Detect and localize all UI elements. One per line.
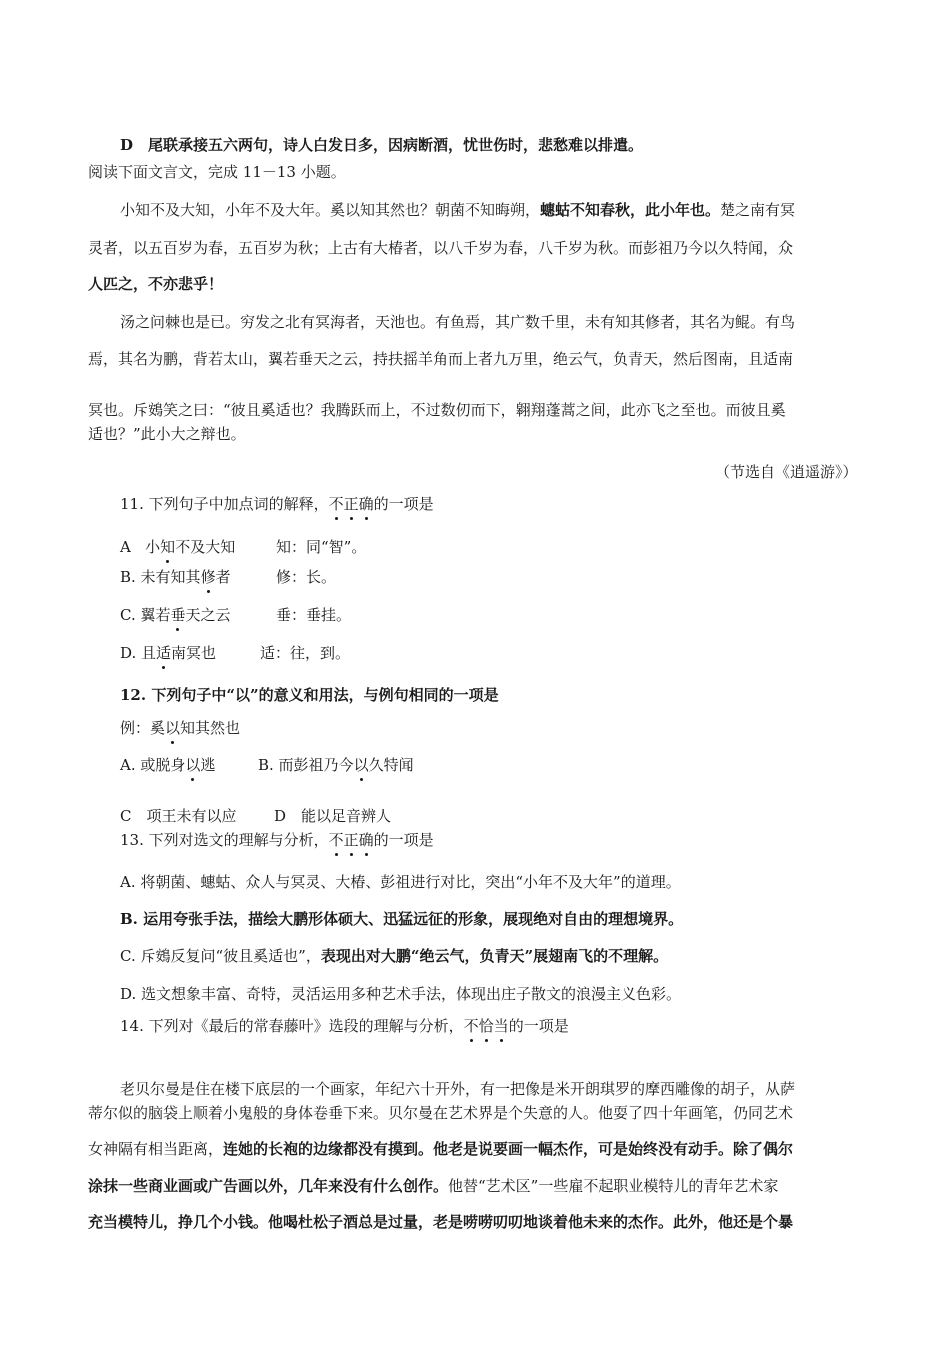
q13-option-b: B. 运用夸张手法，描绘大鹏形体硕大、迅猛远征的形象，展现绝对自由的理想境界。 [120,910,684,928]
q11-option-d: D. 且适南冥也 [120,644,217,662]
q13-option-a: A. 将朝菌、蟪蛄、众人与冥灵、大椿、彭祖进行对比，突出“小年不及大年”的道理。 [120,873,681,891]
q13-option-d: D. 选文想象丰富、奇特，灵活运用多种艺术手法，体现出庄子散文的浪漫主义色彩。 [120,985,682,1003]
passage-line: 灵者，以五百岁为春，五百岁为秋；上古有大椿者，以八千岁为春，八千岁为秋。而彭祖乃今以久特闻，众 [88,239,794,257]
passage-source: （节选自《逍遥游》） [715,463,858,481]
story-line: 涂抹一些商业画或广告画以外，几年来没有什么创作。他替“艺术区”一些雇不起职业模特儿的青年艺术家 [88,1177,779,1195]
passage-line: 汤之问棘也是已。穷发之北有冥海者，天池也。有鱼焉，其广数千里，未有知其修者，其名为鲲。有鸟 [120,313,796,331]
passage-line: 焉，其名为鹏，背若太山，翼若垂天之云，持扶摇羊角而上者九万里，绝云气，负青天，然后图南，且适南 [88,350,794,368]
passage-line: 人匹之，不亦悲乎！ [88,275,224,293]
q12-option-a: A. 或脱身以逃 [120,756,216,774]
reading-instruction: 阅读下面文言文，完成 11－13 小题。 [88,163,346,181]
question-11-stem: 11. 下列句子中加点词的解释，不正确的一项是 [120,495,434,513]
passage-line: 小知不及大知，小年不及大年。奚以知其然也？朝菌不知晦朔，蟪蛄不知春秋，此小年也。楚之南有冥 [120,201,796,219]
q11-option-a: A 小知不及大知 [120,538,236,556]
q12-example: 例：奚以知其然也 [120,719,241,737]
passage-line: 适也？”此小大之辩也。 [88,425,246,443]
question-13-stem: 13. 下列对选文的理解与分析，不正确的一项是 [120,831,434,849]
q11-option-b: B. 未有知其修者 [120,568,231,586]
q11-option-c-explanation: 垂：垂挂。 [276,606,352,624]
passage-line: 冥也。斥鴳笑之曰：“彼且奚适也？我腾跃而上，不过数仞而下，翱翔蓬蒿之间，此亦飞之至也。而彼且奚 [88,401,786,419]
q12-option-d: D 能以足音辨人 [274,807,392,825]
story-line: 蒂尔似的脑袋上顺着小鬼般的身体卷垂下来。贝尔曼在艺术界是个失意的人。他耍了四十年画笔，仍同艺术 [88,1104,794,1122]
q13-option-c: C. 斥鴳反复问“彼且奚适也”，表现出对大鹏“绝云气，负青天”展翅南飞的不理解。 [120,947,669,965]
q12-option-b: B. 而彭祖乃今以久特闻 [258,756,414,774]
q11-option-c: C. 翼若垂天之云 [120,606,231,624]
question-12-stem: 12. 下列句子中“以”的意义和用法，与例句相同的一项是 [120,686,499,704]
story-line: 女神隔有相当距离，连她的长袍的边缘都没有摸到。他老是说要画一幅杰作，可是始终没有动手。除了偶尔 [88,1140,794,1158]
q11-option-a-explanation: 知：同“智”。 [276,538,367,556]
q11-option-b-explanation: 修：长。 [276,568,337,586]
q12-option-c: C 项王未有以应 [120,807,237,825]
question-14-stem: 14. 下列对《最后的常春藤叶》选段的理解与分析，不恰当的一项是 [120,1017,569,1035]
prev-option-d: D 尾联承接五六两句，诗人白发日多，因病断酒，忧世伤时，悲愁难以排遣。 [120,136,644,154]
story-line: 老贝尔曼是住在楼下底层的一个画家，年纪六十开外，有一把像是米开朗琪罗的摩西雕像的胡子，从萨 [120,1080,796,1098]
q11-option-d-explanation: 适：往，到。 [260,644,351,662]
story-line: 充当模特儿，挣几个小钱。他喝杜松子酒总是过量，老是唠唠叨叨地谈着他未来的杰作。此外，他还是个暴 [88,1213,794,1231]
